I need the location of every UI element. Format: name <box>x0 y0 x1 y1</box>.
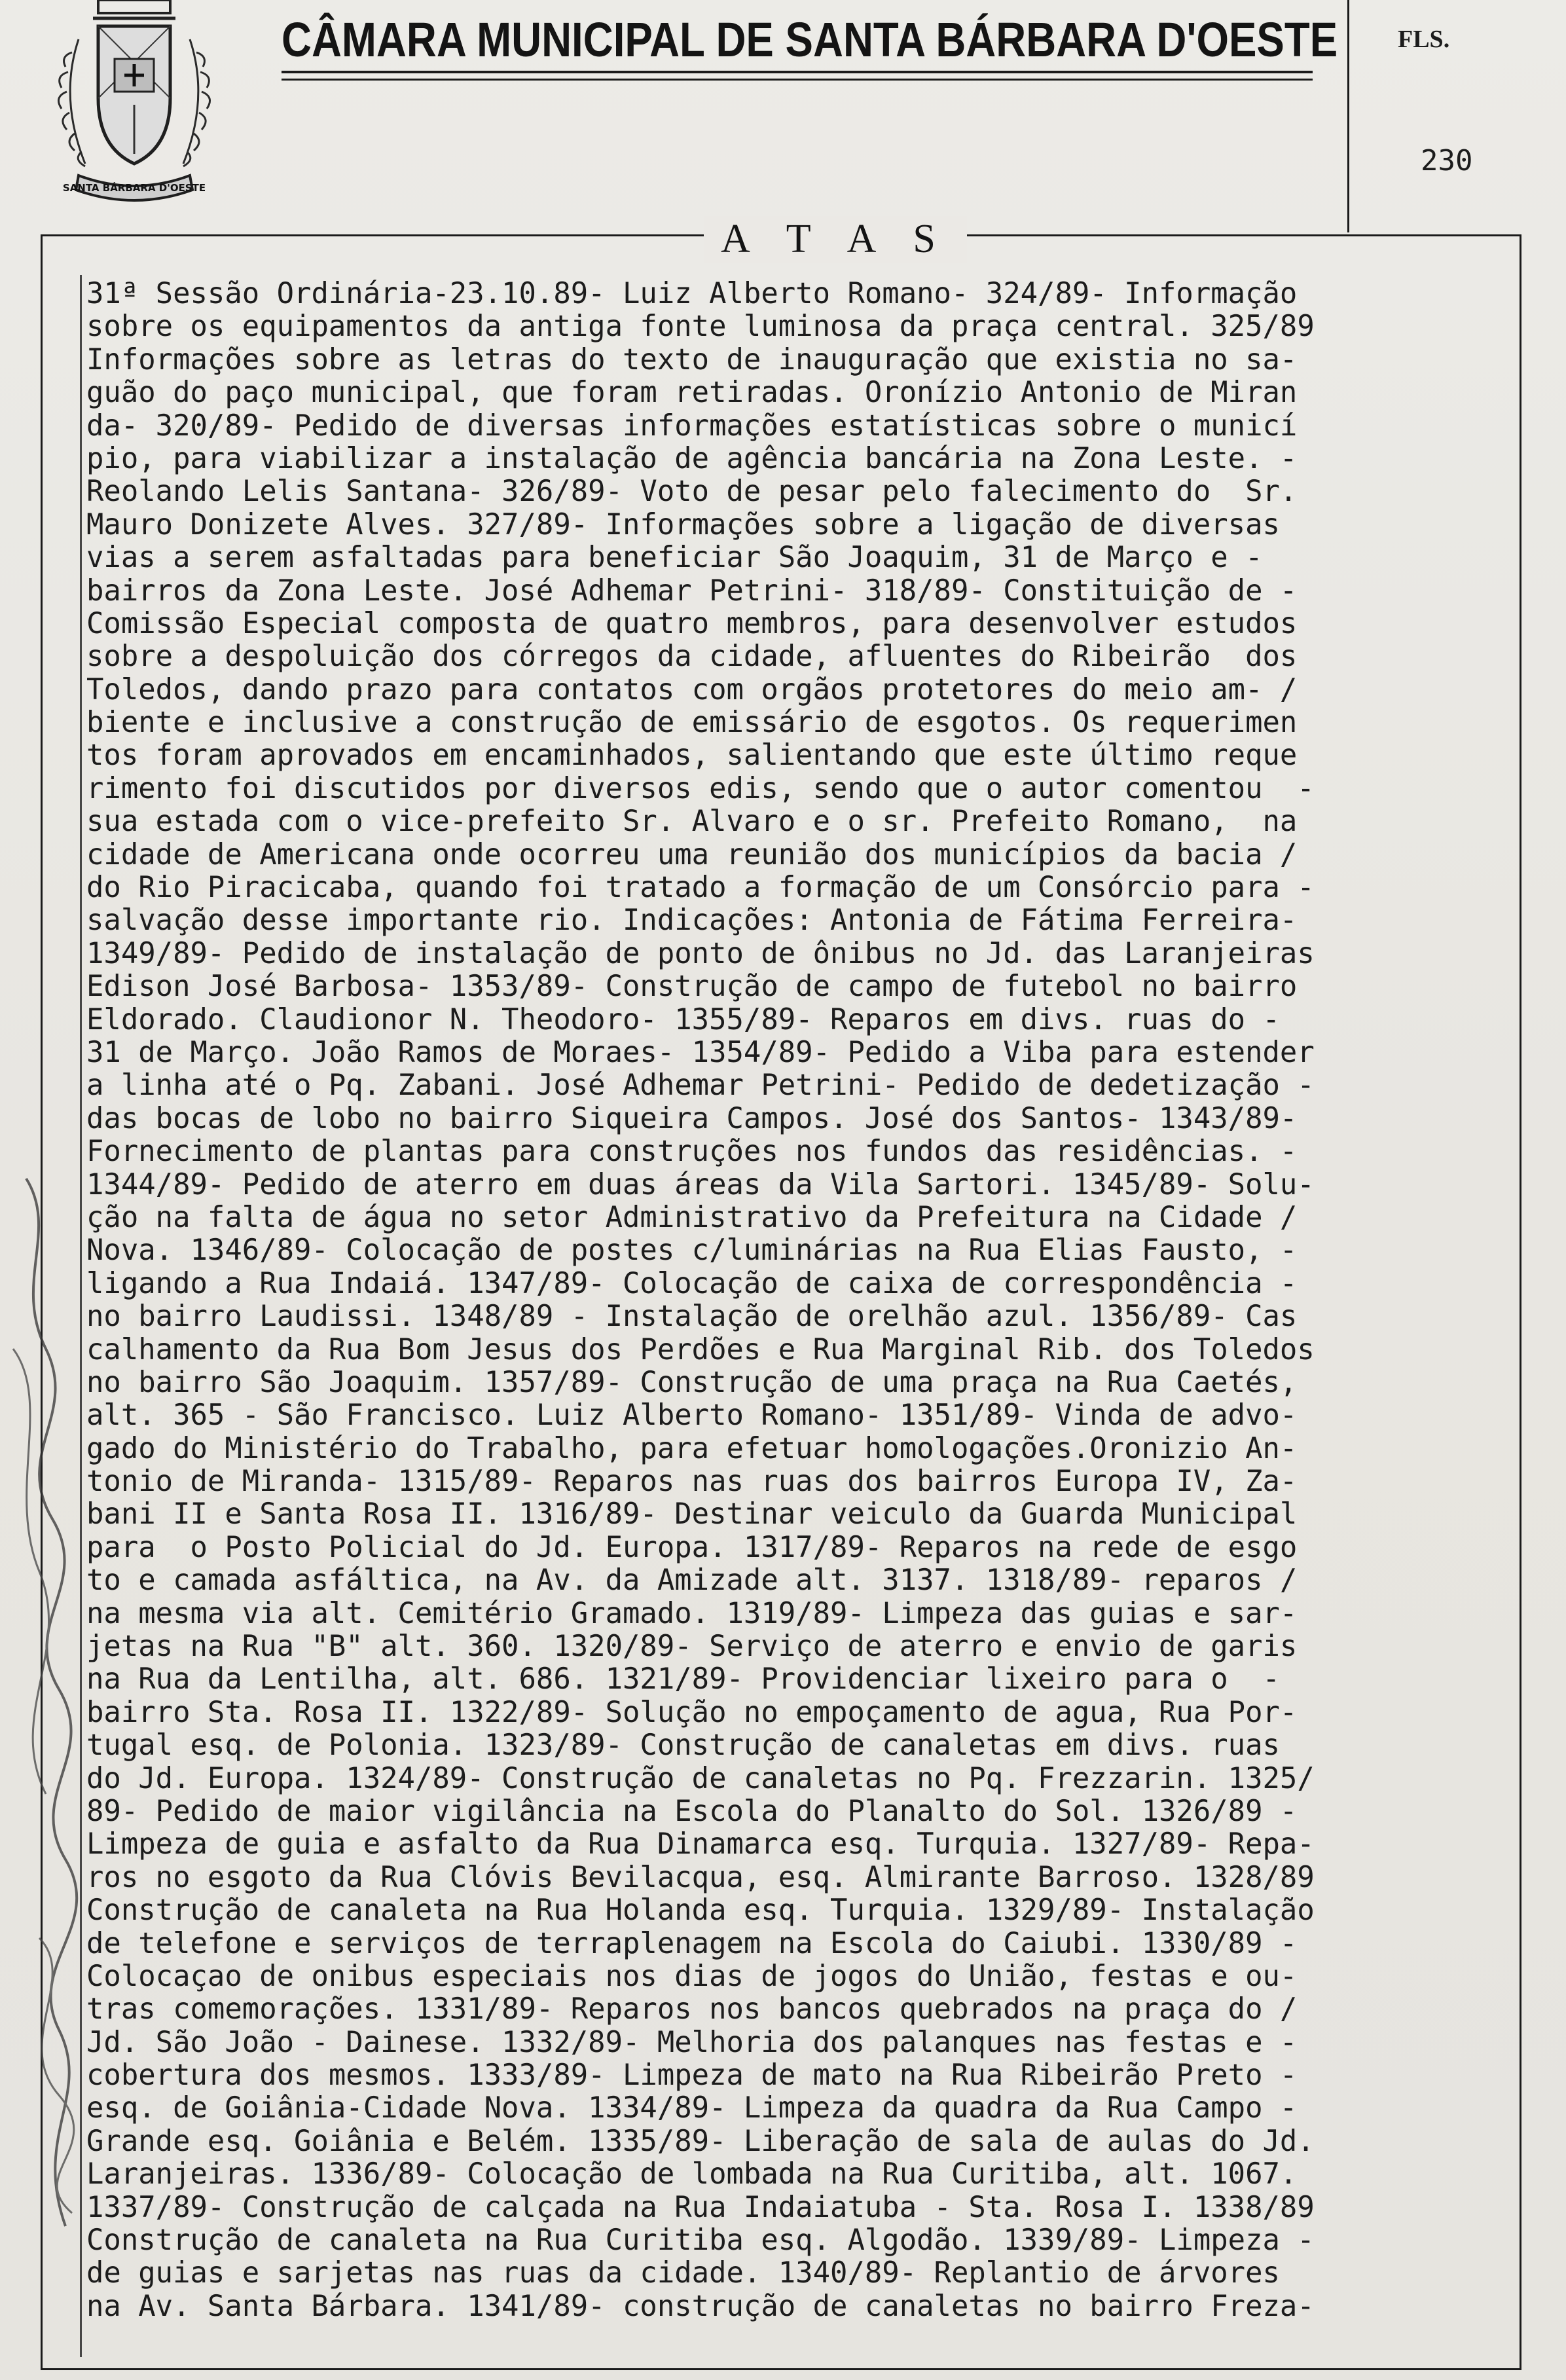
seal-banner-text: SANTA BÁRBARA D'OESTE <box>62 182 206 194</box>
text-line: Construção de canaleta na Rua Curitiba esq. Algodão. 1339/89- Limpeza - <box>86 2224 1315 2258</box>
text-line: Jd. São João - Dainese. 1332/89- Melhoria dos palanques nas festas e - <box>86 2025 1298 2059</box>
text-line: Reolando Lelis Santana- 326/89- Voto de pesar pelo falecimento do Sr. <box>86 475 1298 509</box>
text-line: bairros da Zona Leste. José Adhemar Petrini- 318/89- Constituição de - <box>86 574 1298 608</box>
text-line: ros no esgoto da Rua Clóvis Bevilacqua, esq. Almirante Barroso. 1328/89 <box>86 1860 1315 1894</box>
text-line: 31ª Sessão Ordinária-23.10.89- Luiz Alberto Romano- 324/89- Informação <box>86 277 1298 310</box>
text-line: tos foram aprovados em encaminhados, salientando que este último reque <box>86 739 1298 773</box>
text-line: sobre a despoluição dos córregos da cidade, afluentes do Ribeirão dos <box>86 640 1298 674</box>
text-line: biente e inclusive a construção de emissário de esgotos. Os requerimen <box>86 706 1298 740</box>
minutes-body <box>86 278 1501 2323</box>
text-line: na mesma via alt. Cemitério Gramado. 1319/89- Limpeza das guias e sar- <box>86 1596 1298 1630</box>
text-line: de telefone e serviços de terraplenagem na Escola do Caiubi. 1330/89 - <box>86 1926 1298 1960</box>
page-number: 230 <box>1421 144 1473 177</box>
text-line: 1349/89- Pedido de instalação de ponto de ônibus no Jd. das Laranjeiras <box>86 936 1315 970</box>
text-line: tras comemorações. 1331/89- Reparos nos bancos quebrados na praça do / <box>86 1992 1298 2026</box>
text-line: Colocaçao de onibus especiais nos dias de jogos do União, festas e ou- <box>86 1959 1298 1993</box>
text-line: Limpeza de guia e asfalto da Rua Dinamarca esq. Turquia. 1327/89- Repa- <box>86 1827 1315 1861</box>
header-divider <box>1347 0 1349 232</box>
text-line: sua estada com o vice-prefeito Sr. Alvaro e o sr. Prefeito Romano, na <box>86 805 1298 839</box>
text-line: to e camada asfáltica, na Av. da Amizade alt. 3137. 1318/89- reparos / <box>86 1564 1298 1598</box>
text-line: sobre os equipamentos da antiga fonte luminosa da praça central. 325/89 <box>86 310 1315 344</box>
text-line: cobertura dos mesmos. 1333/89- Limpeza de mato na Rua Ribeirão Preto - <box>86 2059 1298 2093</box>
text-line: Informações sobre as letras do texto de inauguração que existia no sa- <box>86 342 1298 376</box>
text-line: calhamento da Rua Bom Jesus dos Perdões e Rua Marginal Rib. dos Toledos <box>86 1332 1315 1366</box>
text-line: Edison José Barbosa- 1353/89- Construção de campo de futebol no bairro <box>86 970 1298 1004</box>
text-line: na Av. Santa Bárbara. 1341/89- construção de canaletas no bairro Freza- <box>86 2289 1315 2323</box>
text-line: Laranjeiras. 1336/89- Colocação de lombada na Rua Curitiba, alt. 1067. <box>86 2157 1298 2191</box>
text-line: Grande esq. Goiânia e Belém. 1335/89- Liberação de sala de aulas do Jd. <box>86 2124 1315 2158</box>
text-line: na Rua da Lentilha, alt. 686. 1321/89- Providenciar lixeiro para o - <box>86 1662 1280 1696</box>
text-line: jetas na Rua "B" alt. 360. 1320/89- Serviço de aterro e envio de garis <box>86 1630 1298 1664</box>
text-line: vias a serem asfaltadas para beneficiar São Joaquim, 31 de Março e - <box>86 541 1263 575</box>
text-line: das bocas de lobo no bairro Siqueira Campos. José dos Santos- 1343/89- <box>86 1101 1298 1135</box>
text-line: gado do Ministério do Trabalho, para efetuar homologações.Oronizio An- <box>86 1431 1298 1465</box>
text-line: esq. de Goiânia-Cidade Nova. 1334/89- Limpeza da quadra da Rua Campo - <box>86 2091 1298 2125</box>
text-line: Mauro Donizete Alves. 327/89- Informações sobre a ligação de diversas <box>86 507 1280 541</box>
section-title: A T A S <box>704 216 967 263</box>
text-line: Nova. 1346/89- Colocação de postes c/luminárias na Rua Elias Fausto, - <box>86 1234 1298 1268</box>
text-line: Construção de canaleta na Rua Holanda esq. Turquia. 1329/89- Instalação <box>86 1894 1315 1928</box>
text-line: Eldorado. Claudionor N. Theodoro- 1355/89- Reparos em divs. ruas do - <box>86 1002 1280 1036</box>
text-line: do Rio Piracicaba, quando foi tratado a formação de um Consórcio para - <box>86 871 1315 905</box>
title-underline <box>282 71 1313 73</box>
text-line: 89- Pedido de maior vigilância na Escola do Planalto do Sol. 1326/89 - <box>86 1794 1298 1828</box>
text-line: guão do paço municipal, que foram retiradas. Oronízio Antonio de Miran <box>86 376 1298 410</box>
text-line: ligando a Rua Indaiá. 1347/89- Colocação de caixa de correspondência - <box>86 1266 1298 1300</box>
title-underline-double <box>282 79 1313 81</box>
text-line: salvação desse importante rio. Indicações: Antonia de Fátima Ferreira- <box>86 904 1298 938</box>
text-line: da- 320/89- Pedido de diversas informações estatísticas sobre o municí <box>86 409 1298 443</box>
text-line: do Jd. Europa. 1324/89- Construção de canaletas no Pq. Frezzarin. 1325/ <box>86 1761 1315 1795</box>
text-line: no bairro São Joaquim. 1357/89- Construção de uma praça na Rua Caetés, <box>86 1365 1298 1399</box>
organization-title: CÂMARA MUNICIPAL DE SANTA BÁRBARA D'OESTE <box>282 12 1338 67</box>
coat-of-arms-icon <box>52 0 216 203</box>
fls-label: FLS. <box>1398 26 1450 53</box>
text-line: cidade de Americana onde ocorreu uma reunião dos municípios da bacia / <box>86 837 1298 871</box>
text-line: pio, para viabilizar a instalação de agência bancária na Zona Leste. - <box>86 441 1298 475</box>
text-line: Toledos, dando prazo para contatos com orgãos protetores do meio am- / <box>86 672 1298 706</box>
text-line: tugal esq. de Polonia. 1323/89- Construção de canaletas em divs. ruas <box>86 1729 1280 1763</box>
text-line: 1344/89- Pedido de aterro em duas áreas da Vila Sartori. 1345/89- Solu- <box>86 1167 1315 1201</box>
text-line: Fornecimento de plantas para construções nos fundos das residências. - <box>86 1135 1298 1169</box>
text-line: 31 de Março. João Ramos de Moraes- 1354/89- Pedido a Viba para estender <box>86 1035 1315 1069</box>
signature-icon <box>0 1152 98 2265</box>
text-line: Comissão Especial composta de quatro membros, para desenvolver estudos <box>86 606 1298 640</box>
text-line: ção na falta de água no setor Administrativo da Prefeitura na Cidade / <box>86 1200 1298 1234</box>
text-line: para o Posto Policial do Jd. Europa. 1317/89- Reparos na rede de esgo <box>86 1530 1298 1564</box>
text-line: de guias e sarjetas nas ruas da cidade. 1340/89- Replantio de árvores <box>86 2256 1280 2290</box>
text-line: 1337/89- Construção de calçada na Rua Indaiatuba - Sta. Rosa I. 1338/89 <box>86 2190 1315 2224</box>
text-line: tonio de Miranda- 1315/89- Reparos nas ruas dos bairros Europa IV, Za- <box>86 1465 1298 1499</box>
text-line: rimento foi discutidos por diversos edis, sendo que o autor comentou - <box>86 771 1315 805</box>
text-line: no bairro Laudissi. 1348/89 - Instalação de orelhão azul. 1356/89- Cas <box>86 1300 1298 1334</box>
text-line: alt. 365 - São Francisco. Luiz Alberto Romano- 1351/89- Vinda de advo- <box>86 1399 1298 1433</box>
text-line: bairro Sta. Rosa II. 1322/89- Solução no empoçamento de agua, Rua Por- <box>86 1695 1298 1729</box>
text-line: a linha até o Pq. Zabani. José Adhemar Petrini- Pedido de dedetização - <box>86 1069 1315 1103</box>
text-line: bani II e Santa Rosa II. 1316/89- Destinar veiculo da Guarda Municipal <box>86 1497 1298 1531</box>
